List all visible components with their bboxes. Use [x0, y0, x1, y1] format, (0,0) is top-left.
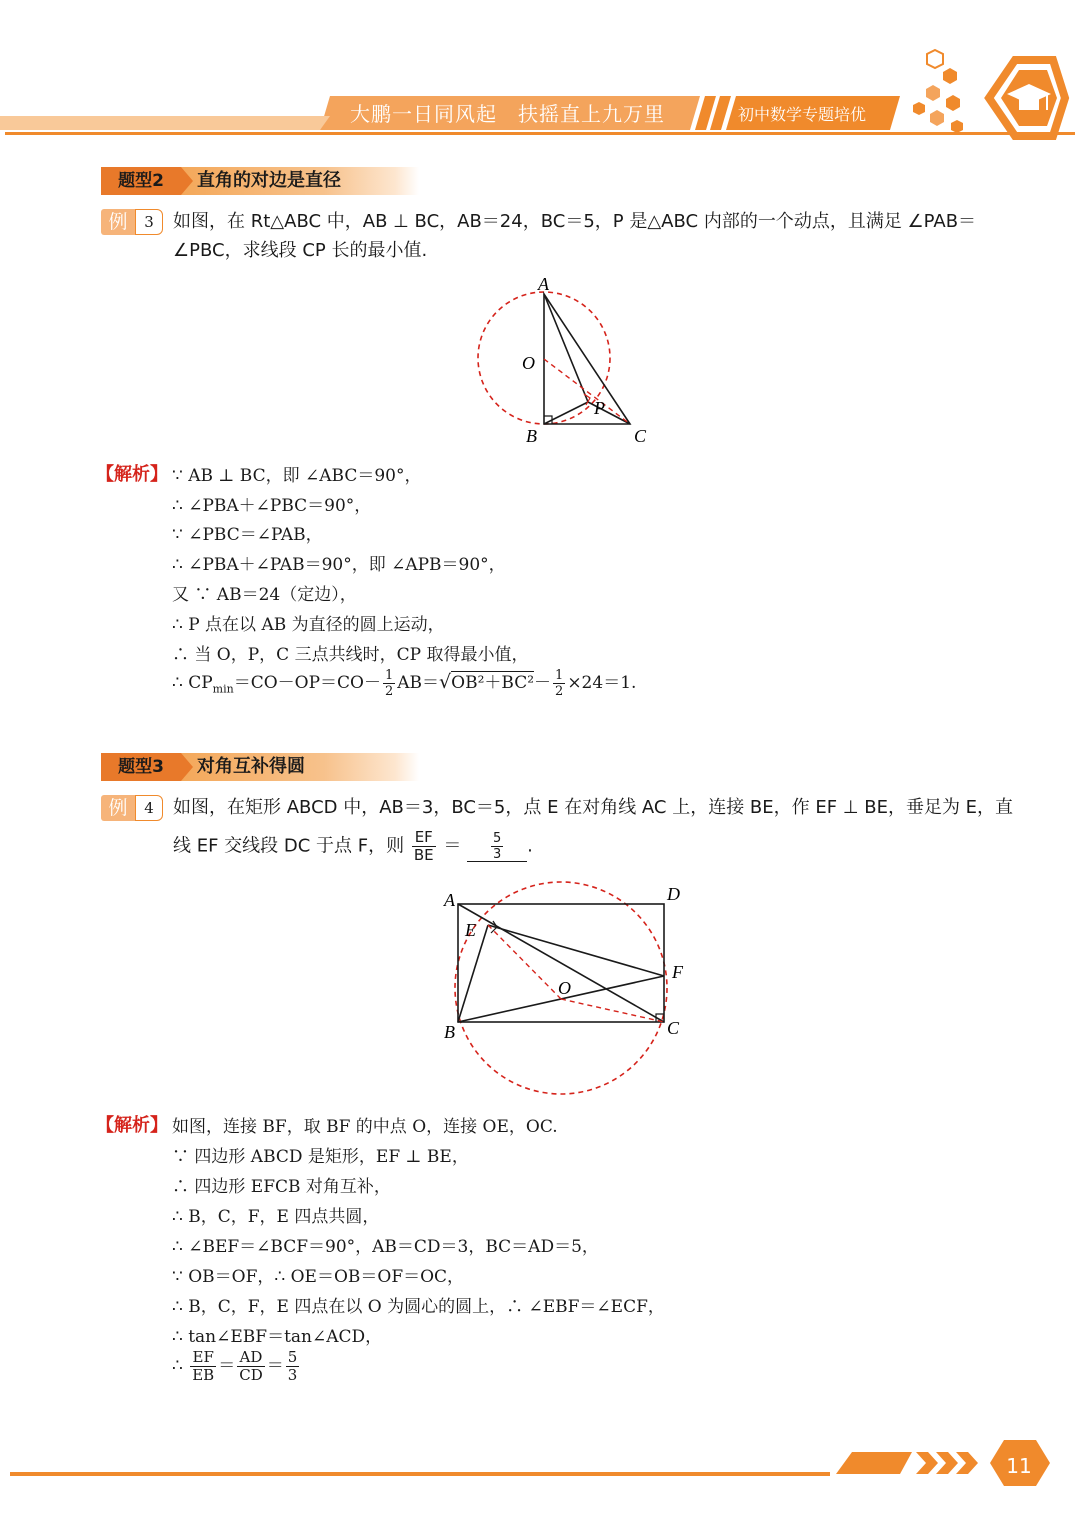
question-fraction [412, 830, 436, 863]
fraction-half [553, 669, 565, 698]
label-p: P [594, 398, 605, 418]
example-tag [101, 209, 163, 235]
solution-line: ∴ P 点在以 AB 为直径的圆上运动， [172, 615, 445, 635]
fraction-ef-eb [190, 1350, 216, 1383]
header-motto: 大鹏一日同风起 扶摇直上九万里 [350, 102, 665, 126]
fraction-numerator: EF [412, 830, 436, 847]
equals-sign: ＝ [218, 1356, 236, 1376]
final-part2: AB＝ [397, 673, 440, 693]
label-c: C [634, 426, 647, 446]
example-tag [101, 795, 163, 821]
fraction-numerator: EF [190, 1350, 216, 1367]
solution-line: 又 ∵ AB＝24（定边）， [172, 585, 357, 605]
solution-line: ∴ ∠PBA＋∠PAB＝90°，即 ∠APB＝90°， [172, 555, 506, 575]
example-tag-label: 例 [101, 795, 135, 821]
solution-line: ∴ B，C，F，E 四点在以 O 为圆心的圆上，∴ ∠EBF＝∠ECF， [172, 1297, 665, 1317]
example-number: 3 [135, 209, 163, 235]
figure-right-triangle [460, 272, 680, 452]
fraction-numerator: 1 [384, 668, 394, 683]
segment-ap [544, 294, 588, 402]
final-part4: ×24＝1. [567, 673, 637, 693]
label-c: C [667, 1018, 680, 1038]
solution-line: ∵ AB ⊥ BC，即 ∠ABC＝90°， [172, 466, 422, 486]
answer-fraction [491, 832, 503, 861]
section-label: 题型3 [101, 753, 181, 781]
label-f: F [672, 962, 683, 982]
problem-text: 线 EF 交线段 DC 于点 F，则 [173, 835, 405, 857]
solution-line: ∴ ∠BEF＝∠BCF＝90°，AB＝CD＝3，BC＝AD＝5， [172, 1237, 599, 1257]
fraction-numerator: AD [237, 1350, 265, 1367]
answer-blank [467, 831, 527, 862]
label-a: A [538, 274, 549, 294]
label-a: A [444, 890, 455, 910]
problem-line: ∠PBC，求线段 CP 长的最小值. [173, 240, 428, 261]
solution-final-line [172, 668, 636, 698]
solution-line: ∴ 当 O，P，C 三点共线时，CP 取得最小值， [172, 645, 529, 665]
solution-line: ∵ OB＝OF，∴ OE＝OB＝OF＝OC， [172, 1267, 465, 1287]
page-number: 11 [1006, 1454, 1032, 1478]
final-prefix: ∴ CP [172, 673, 213, 693]
label-o: O [522, 353, 535, 373]
fraction-denominator: EB [192, 1366, 215, 1384]
header-series-title: 初中数学专题培优 [738, 105, 867, 124]
fraction-denominator: 3 [287, 1366, 298, 1384]
section-arrow [181, 753, 193, 781]
solution-line: 如图，连接 BF，取 BF 的中点 O，连接 OE，OC. [172, 1117, 558, 1137]
equals-sign: ＝ [266, 1356, 284, 1376]
section-title: 对角互补得圆 [181, 753, 419, 781]
fraction-denominator: 3 [492, 846, 502, 862]
solution-line: ∵ 四边形 ABCD 是矩形，EF ⊥ BE， [172, 1147, 469, 1167]
section-label: 题型2 [101, 167, 181, 195]
solution-final-line [172, 1350, 301, 1383]
label-e: E [465, 920, 476, 940]
label-b: B [526, 426, 537, 446]
section-title: 直角的对边是直径 [181, 167, 419, 195]
fraction-denominator: 2 [384, 684, 394, 699]
final-prefix: ∴ [172, 1356, 183, 1376]
equals-sign: ＝ [443, 835, 462, 857]
fraction-numerator: 5 [287, 1348, 298, 1366]
final-subscript: min [212, 682, 234, 696]
solution-label: 【解析】 [96, 464, 168, 485]
segment-oc [544, 359, 630, 424]
segment-oc [561, 999, 664, 1022]
solution-line: ∴ tan∠EBF＝tan∠ACD， [172, 1327, 383, 1347]
section-arrow [181, 167, 193, 195]
segment-ac [458, 904, 664, 1022]
example-tag-label: 例 [101, 209, 135, 235]
final-part3: － [534, 673, 552, 693]
label-o: O [558, 978, 571, 998]
problem-line [173, 830, 533, 863]
section-heading-type3 [101, 753, 419, 781]
sqrt-radicand: OB²＋BC² [451, 673, 535, 693]
solution-line: ∴ 四边形 EFCB 对角互补， [172, 1177, 391, 1197]
fraction-numerator: 5 [492, 830, 502, 846]
problem-line: 如图，在矩形 ABCD 中，AB＝3，BC＝5，点 E 在对角线 AC 上，连接 BE，作 EF ⊥ BE，垂足为 E，直 [173, 797, 1014, 818]
solution-line: ∵ ∠PBC＝∠PAB， [172, 525, 323, 545]
label-b: B [444, 1022, 455, 1042]
fraction-ad-cd [237, 1350, 265, 1383]
sqrt-sign: √ [439, 671, 452, 693]
solution-line: ∴ ∠PBA＋∠PBC＝90°， [172, 496, 372, 516]
problem-line: 如图，在 Rt△ABC 中，AB ⊥ BC，AB＝24，BC＝5，P 是△ABC 内部的一个动点，且满足 ∠PAB＝ [173, 211, 977, 232]
graduation-cap-logo-icon [905, 40, 1070, 150]
solution-label: 【解析】 [96, 1115, 168, 1136]
fraction-denominator: 2 [555, 684, 564, 699]
final-part1: ＝CO－OP＝CO－ [233, 673, 381, 693]
figure-rectangle [436, 880, 696, 1112]
fraction-numerator: 1 [555, 668, 564, 683]
solution-line: ∴ B，C，F，E 四点共圆， [172, 1207, 380, 1227]
footer-rule [10, 1472, 830, 1476]
problem-end: . [527, 835, 533, 857]
segment-ef [488, 925, 664, 976]
fraction-denominator: BE [413, 846, 434, 864]
fraction-denominator: CD [239, 1366, 263, 1384]
label-d: D [667, 884, 680, 904]
example-number: 4 [135, 795, 163, 821]
fraction-five-thirds [286, 1350, 300, 1383]
section-heading-type2 [101, 167, 419, 195]
fraction-half [383, 669, 395, 698]
triangle-abc [544, 294, 630, 424]
